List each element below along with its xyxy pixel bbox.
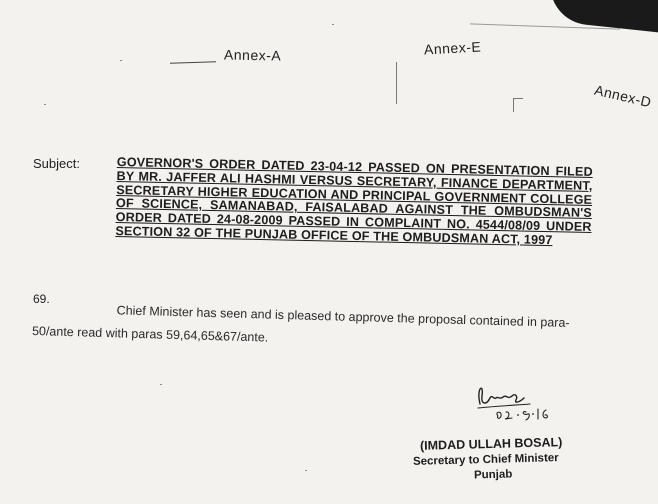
paragraph-text: Chief Minister has seen and is pleased to approve the proposal contained in para-50/ante read with paras 59,64,65&67/ante. (31, 303, 570, 345)
paragraph-number: 69. (33, 292, 50, 306)
annex-a-tab: Annex-A (223, 46, 282, 64)
signatory-designation: Secretary to Chief Minister (412, 452, 559, 468)
annex-e-tab: Annex-E (423, 38, 482, 58)
subject-label: Subject: (33, 156, 80, 171)
signatory-office: Punjab (473, 468, 513, 482)
annex-d-marker-corner (513, 98, 523, 99)
annex-d-tab: Annex-D (592, 81, 654, 111)
annex-a-rule (170, 61, 216, 64)
scan-speck (332, 24, 334, 25)
scan-speck (305, 470, 307, 471)
subject-text: GOVERNOR'S ORDER DATED 23-04-12 PASSED ON PRESENTATION FILED BY MR. JAFFER ALI HASHMI VERSUS SECRETARY, FINANCE DEPARTMENT, SECRETARY HIGHER EDUCATION AND PRINCIPAL GOVERNMENT COLLEGE OF SCIENCE, SAMANABAD, FAISALABAD AGAINST THE OMBUDSMAN'S ORDER DATED 24-08-2009 PASSED IN COMPLAINT NO. 4544/08/09 UNDER SECTION 32 OF THE PUNJAB OFFICE OF THE OMBUDSMAN ACT, 1997 (115, 155, 593, 248)
annex-e-marker (396, 62, 397, 104)
signatory-name: (IMDAD ULLAH BOSAL) (419, 435, 563, 453)
annex-d-marker (513, 98, 514, 112)
scan-shadow (546, 0, 658, 35)
scan-speck (160, 384, 162, 385)
handwritten-signature (468, 378, 588, 422)
scan-speck (44, 104, 46, 105)
scan-speck (120, 60, 122, 61)
